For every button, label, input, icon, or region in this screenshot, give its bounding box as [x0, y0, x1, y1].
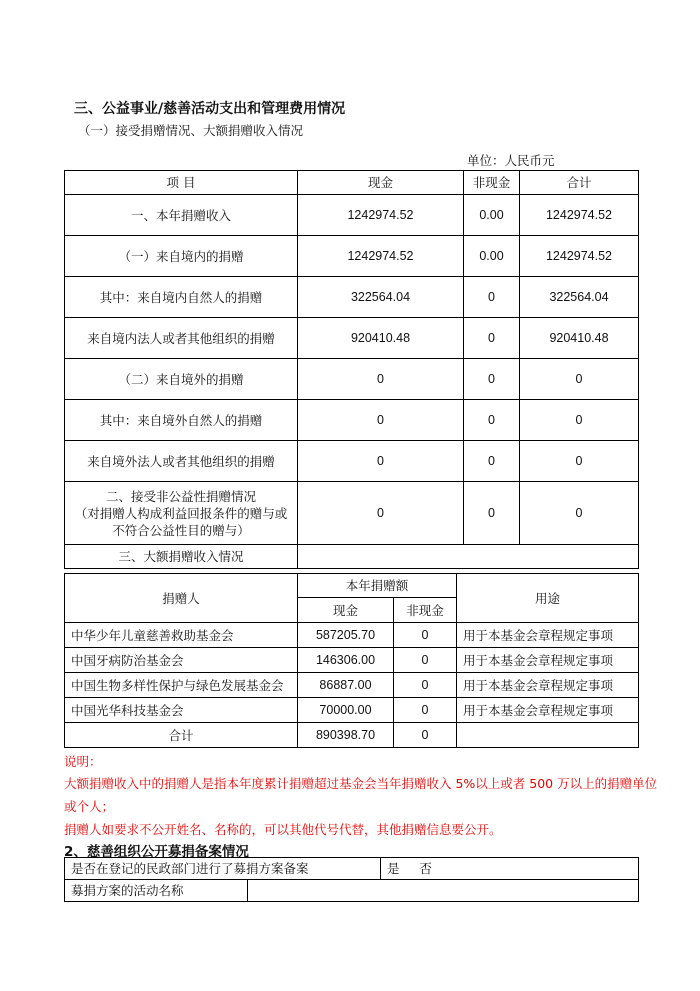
header-item: 项 目 — [65, 171, 298, 195]
notes-line1: 大额捐赠收入中的捐赠人是指本年度累计捐赠超过基金会当年捐赠收入 5%以上或者 500 万以上的捐赠单位 — [64, 776, 658, 791]
header-noncash: 非现金 — [394, 598, 457, 623]
row-total: 920410.48 — [520, 318, 639, 359]
table-row — [65, 880, 639, 902]
header-total: 合计 — [520, 171, 639, 195]
header-noncash: 非现金 — [464, 171, 520, 195]
row-total: 322564.04 — [520, 277, 639, 318]
notes-label: 说明： — [64, 754, 102, 769]
row-noncash: 0 — [464, 400, 520, 441]
filing-question: 是否在登记的民政部门进行了募捐方案备案 — [65, 858, 381, 880]
donor-cash: 587205.70 — [298, 623, 394, 648]
row-cash: 0 — [298, 400, 464, 441]
notes-line3: 捐赠人如要求不公开姓名、名称的，可以其他代号代替，其他捐赠信息要公开。 — [64, 822, 502, 837]
row-noncash: 0.00 — [464, 236, 520, 277]
row-item — [65, 482, 298, 545]
row-total: 0 — [520, 482, 639, 545]
large-donation-title-row — [65, 545, 639, 569]
table-row-nonpublic — [65, 482, 639, 545]
large-header-row — [65, 574, 639, 598]
row-item: 来自境外法人或者其他组织的捐赠 — [65, 441, 298, 482]
donor-noncash: 0 — [394, 648, 457, 673]
header-amount: 本年捐赠额 — [298, 574, 457, 598]
donor-usage: 用于本基金会章程规定事项 — [457, 623, 639, 648]
nonpublic-line1: 二、接受非公益性捐赠情况 — [105, 488, 256, 504]
total-row — [65, 723, 639, 748]
table-row — [65, 195, 639, 236]
table-header-row — [65, 171, 639, 195]
fundraising-section-title: 2、慈善组织公开募捐备案情况 — [64, 844, 249, 860]
row-total: 0 — [520, 400, 639, 441]
table-row — [65, 623, 639, 648]
donor-cash: 146306.00 — [298, 648, 394, 673]
donor-cash: 86887.00 — [298, 673, 394, 698]
table-row — [65, 318, 639, 359]
donor-name: 中国光华科技基金会 — [65, 698, 298, 723]
section-title: 三、公益事业/慈善活动支出和管理费用情况 — [74, 101, 346, 117]
total-cash: 890398.70 — [298, 723, 394, 748]
row-noncash: 0 — [464, 318, 520, 359]
donor-usage: 用于本基金会章程规定事项 — [457, 648, 639, 673]
row-cash: 0 — [298, 482, 464, 545]
row-cash: 0 — [298, 441, 464, 482]
table-row — [65, 441, 639, 482]
donor-usage: 用于本基金会章程规定事项 — [457, 673, 639, 698]
row-cash: 0 — [298, 359, 464, 400]
row-cash: 1242974.52 — [298, 236, 464, 277]
large-donation-title: 三、大额捐赠收入情况 — [65, 545, 298, 569]
nonpublic-line3: 不符合公益性目的赠与） — [112, 522, 250, 538]
table-row — [65, 858, 639, 880]
unit-label: 单位：人民币元 — [467, 153, 555, 168]
row-item: 来自境内法人或者其他组织的捐赠 — [65, 318, 298, 359]
row-item: 一、本年捐赠收入 — [65, 195, 298, 236]
nonpublic-line2: （对捐赠人构成利益回报条件的赠与或 — [74, 505, 288, 521]
campaign-name-label: 募捐方案的活动名称 — [65, 880, 248, 902]
filing-answer: 是 否 — [381, 858, 639, 880]
donor-usage: 用于本基金会章程规定事项 — [457, 698, 639, 723]
row-item: 其中：来自境内自然人的捐赠 — [65, 277, 298, 318]
row-noncash: 0 — [464, 277, 520, 318]
donor-name: 中国生物多样性保护与绿色发展基金会 — [65, 673, 298, 698]
row-item: （一）来自境内的捐赠 — [65, 236, 298, 277]
table-row — [65, 648, 639, 673]
row-total: 1242974.52 — [520, 195, 639, 236]
row-total: 0 — [520, 359, 639, 400]
row-total: 1242974.52 — [520, 236, 639, 277]
table-row — [65, 673, 639, 698]
header-cash: 现金 — [298, 171, 464, 195]
notes-line2: 或个人； — [64, 799, 115, 814]
header-donor: 捐赠人 — [65, 574, 298, 623]
fundraising-table — [64, 857, 639, 902]
donor-name: 中国牙病防治基金会 — [65, 648, 298, 673]
section-subtitle: （一）接受捐赠情况、大额捐赠收入情况 — [78, 123, 304, 138]
large-donation-title-blank — [298, 545, 639, 569]
row-cash: 1242974.52 — [298, 195, 464, 236]
total-usage-blank — [457, 723, 639, 748]
table-row — [65, 359, 639, 400]
table-row — [65, 277, 639, 318]
donor-noncash: 0 — [394, 673, 457, 698]
donation-income-table — [64, 170, 639, 569]
table-row — [65, 236, 639, 277]
row-noncash: 0 — [464, 441, 520, 482]
row-cash: 920410.48 — [298, 318, 464, 359]
row-noncash: 0 — [464, 359, 520, 400]
row-noncash: 0.00 — [464, 195, 520, 236]
table-row — [65, 698, 639, 723]
table-row — [65, 400, 639, 441]
donor-name: 中华少年儿童慈善救助基金会 — [65, 623, 298, 648]
header-usage: 用途 — [457, 574, 639, 623]
total-label: 合计 — [65, 723, 298, 748]
row-item: 其中：来自境外自然人的捐赠 — [65, 400, 298, 441]
donor-noncash: 0 — [394, 623, 457, 648]
row-total: 0 — [520, 441, 639, 482]
row-item: （二）来自境外的捐赠 — [65, 359, 298, 400]
donor-cash: 70000.00 — [298, 698, 394, 723]
row-noncash: 0 — [464, 482, 520, 545]
header-cash: 现金 — [298, 598, 394, 623]
total-noncash: 0 — [394, 723, 457, 748]
donor-noncash: 0 — [394, 698, 457, 723]
campaign-name-value — [248, 880, 639, 902]
row-cash: 322564.04 — [298, 277, 464, 318]
large-donation-table — [64, 573, 639, 748]
